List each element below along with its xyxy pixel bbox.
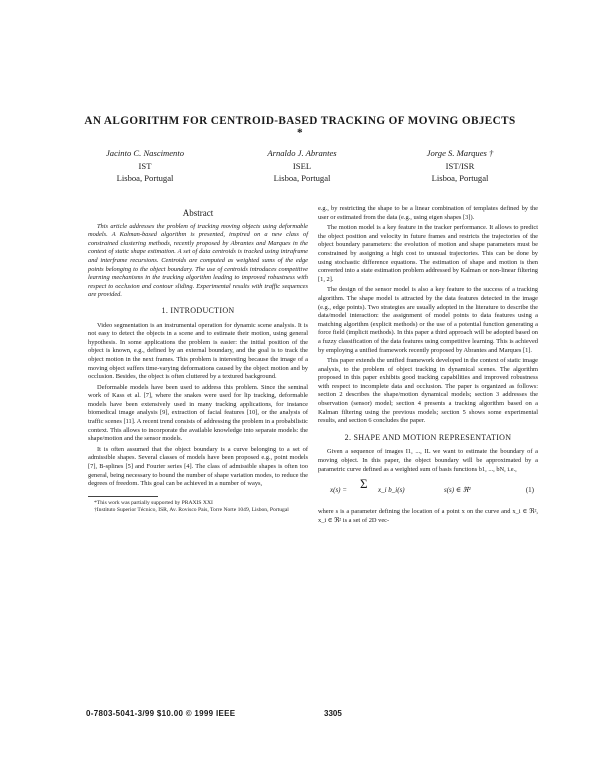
author-affiliation: IST: [138, 160, 152, 171]
equation-number: (1): [525, 486, 534, 495]
intro-paragraph-3: It is often assumed that the object boundary is a curve belonging to a set of admissible shapes. Several classes of models have been proposed e.g., point models [7], B-splines [5] and Fourier series [4]. The class of admissible shapes is often too general, being necessary to bound the number of shape variation modes, to reduce the degrees of freedom. This goal can be achieved in a number of ways,: [88, 445, 308, 488]
summation-symbol: Σ: [360, 476, 368, 492]
right-paragraph-2: The motion model is a key feature in the tracker performance. It allows to predict the object position and velocity in future frames and restricts the trajectories of the object boundary parameters: the evolution of motion and shape parameters must be constrained by assigning a high cost to unusual trajectories. This can be done by using stochastic difference equations. The estimation of shape and motion is then converted into a state estimation problem addressed by Kalman or non-linear filtering [1, 2].: [318, 224, 538, 283]
equation-rhs: x_i b_i(s): [378, 486, 405, 495]
equation-lhs: x(s) =: [330, 486, 347, 495]
right-paragraph-3: The design of the sensor model is also a key feature to the success of a tracking algorithm. The shape model is attracted by the data features detected in the image (e.g., edge points). Two strategies are usually adopted in the literature to describe the data/model interaction: the assignment of model points to data features using a matching algorithm (explicit methods) or the use of a potential function generating a force field (implicit methods). In this paper a third approach will be adopted based on a fuzzy classification of the data features using competitive learning. This is achieved by employing a unified framework recently proposed by Abrantes and Marques [1].: [318, 286, 538, 354]
author-1: [70, 147, 220, 185]
intro-paragraph-2: Deformable models have been used to address this problem. Since the seminal work of Kass et al. [7], where the snakes were used for lip tracking, deformable models have been extensively used in many tracking applications, for instance biomedical image analysis [9], extraction of facial features [10], or the analysis of traffic scenes [11]. A recent trend consists of addressing the problem in a probabilistic context. This allows to incorporate the available knowledge into separate models: the shape/motion and the sensor models.: [88, 383, 308, 443]
right-column: [318, 205, 538, 527]
paper-title: AN ALGORITHM FOR CENTROID-BASED TRACKING OF MOVING OBJECTS *: [84, 115, 516, 139]
footnote-rule: [88, 496, 158, 497]
author-block: [70, 147, 540, 195]
section2-after-equation: where s is a parameter defining the location of a point x on the curve and x_i ∈ ℜ², x_i ∈ ℜ² is a set of 2D vec-: [318, 508, 538, 524]
author-name: Arnaldo J. Abrantes: [267, 148, 337, 158]
section-heading-introduction: 1. INTRODUCTION: [161, 305, 235, 315]
intro-paragraph-1: Video segmentation is an instrumental operation for dynamic scene analysis. It is not easy to detect the objects in a scene and to estimate their motion, using general hypothesis. In some applications the problem is easier: the initial position of the object is known, e.g., defined by an external boundary, and the goal is to track the object motion in the next frames. This problem is interesting because the image of a moving object suffers time-varying deformations caused by the object motion and by occlusion. Besides, the object is often cluttered by a textured background.: [88, 321, 308, 381]
author-2: [227, 147, 377, 185]
footnote-affiliation: †Instituto Superior Técnico, ISR, Av. Rovisco Pais, Torre Norte 1049, Lisbon, Portugal: [94, 507, 289, 514]
author-location: Lisboa, Portugal: [273, 173, 331, 183]
right-paragraph-4: This paper extends the unified framework developed in the context of static image analysis, to the problem of object tracking in dynamical scenes. The algorithm proposed in this paper exhibits good tracking capabilities and improved robustness with respect to incomplete data and occlusion. The paper is organized as follows: section 2 describes the shape/motion dynamical models; section 3 addresses the observation (sensor) model; section 4 presents a tracking algorithm based on a Kalman filtering using the previous models; section 5 shows some experimental results, and section 6 concludes the paper.: [318, 357, 538, 425]
right-paragraph-1: e.g., by restricting the shape to be a linear combination of templates defined by the user or estimated from the data (e.g., using eigen shapes [3]).: [318, 205, 538, 221]
page-number: 3305: [324, 709, 342, 718]
author-affiliation: ISEL: [292, 160, 312, 171]
author-affiliation: IST/ISR: [445, 160, 475, 171]
abstract-text: This article addresses the problem of tracking moving objects using deformable models. A Kalman-based algorithm is presented, inspired on a new class of constrained clustering methods, recently proposed by Abrantes and Marques in the context of static shape estimation. A set of data centroids is tracked using intraframe and interframe recursions. Centroids are computed as weighted sums of the edge points belonging to the object boundary. The use of centroids introduces competitive learning mechanisms in the tracking algorithm leading to improved robustness with respect to occlusion and contour sliding. Experimental results with traffic sequences are provided.: [88, 222, 308, 299]
section-heading-shape-motion: 2. SHAPE AND MOTION REPRESENTATION: [344, 432, 512, 442]
section2-paragraph: Given a sequence of images I1, ..., IL we want to estimate the boundary of a moving object. In this paper, the object boundary will be approximated by a parametric curve defined as a weighted sum of basis functions b1, ..., bN, i.e.,: [318, 448, 538, 473]
author-name: Jacinto C. Nascimento: [105, 148, 185, 158]
author-name: Jorge S. Marques †: [426, 148, 494, 158]
footnote-funding: *This work was partially supported by PRAXIS XXI: [94, 499, 213, 506]
equation-condition: s(s) ∈ ℜ²: [444, 486, 471, 495]
author-location: Lisboa, Portugal: [431, 173, 489, 183]
equation-1: [318, 478, 538, 504]
footer-isbn: 0-7803-5041-3/99 $10.00 © 1999 IEEE: [86, 709, 236, 718]
author-location: Lisboa, Portugal: [116, 173, 174, 183]
abstract-heading: Abstract: [182, 208, 214, 218]
author-3: [385, 147, 535, 185]
left-column: [88, 205, 308, 514]
